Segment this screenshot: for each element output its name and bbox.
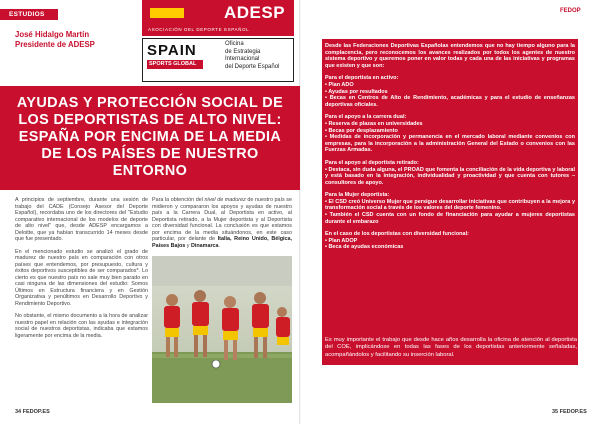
section-tag: ESTUDIOS — [0, 9, 58, 20]
article-title: AYUDAS Y PROTECCIÓN SOCIAL DE LOS DEPORTISTAS DE ALTO NIVEL: ESPAÑA POR ENCIMA DE LA MEDIA DE LOS PAÍSES DE NUESTRO ENTORNO — [16, 95, 284, 179]
box-item: • También el CSD cuenta con un fondo de financiación para ayudar a mujeres deportistas durante el embarazo — [325, 212, 575, 225]
spain-wordmark: SPAIN — [147, 42, 197, 59]
athletes-photo — [152, 256, 292, 403]
box-item: • Beca de ayudas económicas — [325, 244, 404, 251]
body-paragraph: No obstante, el mismo documento a la hora de analizar nuestro papel en relación con las ayudas e integración social de nuestros deportistas, indicaba que estamos ligeramente por encima de la media. — [15, 313, 148, 339]
page-number-left: 34 FEDOP.ES — [15, 409, 50, 415]
mid-intro-italic: nivel de madurez — [204, 197, 246, 203]
office-line: Internacional — [225, 56, 260, 63]
left-column — [15, 197, 148, 345]
sports-global-label: SPORTS GLOBAL — [147, 60, 203, 69]
box-section — [325, 114, 575, 154]
author-role: Presidente de ADESP — [15, 40, 95, 49]
box-section-heading: En el caso de los deportistas con diversidad funcional: — [325, 231, 469, 238]
mid-end: . — [218, 242, 221, 249]
body-paragraph: En el mencionado estudio se analizó el grado de madurez de nuestro país en comparación con otros países que entendemos, por presupuesto, cultura y éxitos deportivos susceptibles de ser comparados*. Lo cierto es que nuestro país no sale muy bien parado en casi ninguna de las dimensiones del estudio: Somos Últimos en Estructura financiera y en Gestión Organizativa y penúltimos en Desarrollo Deportivo y Rendimiento Deportivo. — [15, 248, 148, 307]
box-item: • Plan ADO — [325, 81, 354, 88]
page-spine — [299, 0, 301, 424]
spain-flag-icon — [150, 2, 184, 24]
box-item: • Reserva de plazas en universidades — [325, 120, 423, 127]
box-item: • Plan ADOP — [325, 237, 358, 244]
spain-sports-global-logo — [142, 38, 294, 82]
middle-column — [152, 197, 292, 249]
mid-body: de nuestro país se midieron y compararon los apoyos y ayudas de nuestro país a la Carrera Dual, al Deportista en activo, al Deportista retirado, a la Mujer deportista y al Deportista con diversidad funcional. La conclusión es que estamos por encima de la media situándonos, en este caso particular, por delante de — [152, 197, 293, 242]
box-item: • Medidas de incorporación y permanencia en el mercado laboral mediante convenios con empresas, para la incorporación a la administración General del Estado o convenios con las Fuerzas Armadas. — [325, 134, 575, 154]
initiatives-text — [325, 43, 575, 257]
box-section — [325, 231, 575, 251]
box-section — [325, 160, 575, 186]
box-section-heading: Para el apoyo al deportista retirado: — [325, 159, 419, 166]
fedop-logo: FEDOP — [560, 8, 581, 14]
box-item: • Ayudas por resultados — [325, 88, 388, 95]
adesp-wordmark: ADESP — [224, 3, 286, 22]
box-section-heading: Para el apoyo a la carrera dual: — [325, 114, 407, 121]
box-section-heading: Para el deportista en activo: — [325, 75, 399, 82]
box-section-heading: Para la Mujer deportista: — [325, 192, 390, 199]
box-item: • El CSD creó Universo Mujer que persigue desarrollar iniciativas que contribuyen a la mejora y transformación social a través de los valores del deporte femenino. — [325, 198, 575, 212]
mid-intro: Para la obtención del — [152, 197, 203, 203]
box-intro: Desde las Federaciones Deportivas Españolas entendemos que no hay tiempo alguno para la complacencia, pero reconocemos los avances realizados por todos los agentes de nuestro sistema deportivo y queremos poner en valor todas y cada una de las iniciativas y programas que existen y que son: — [325, 43, 575, 69]
body-paragraph: A principios de septiembre, durante una sesión de trabajo del CADE (Consejo Asesor del Deporte Español), recordaba uno de los directores del "Estudio comparativo internacional de los modelos de deporte de alto nivel" que, desde ADESP encargamos a Deloitte, que ya habían transcurrido 14 meses desde que fue presentado. — [15, 197, 148, 242]
mid-connector: y — [186, 242, 190, 249]
football-players-image — [152, 256, 292, 403]
author-block — [15, 30, 95, 50]
box-item: • Becas por desplazamiento — [325, 127, 398, 134]
office-label — [225, 41, 293, 71]
office-line: de Estrategia — [225, 48, 261, 55]
box-item: • Becas en Centros de Alto de Rendimiento, académicas y para el estudio de enseñanzas deportivas oficiales. — [325, 95, 575, 108]
ball-icon — [212, 360, 220, 368]
mid-countries: Italia, Reino Unido, Bélgica, Países Bajos — [152, 236, 292, 249]
closing-paragraph: Es muy importante el trabajo que desde hace años desarrolla la oficina de atención al deportista del COE, implicándose en todas las fases de los deportistas anteriormente señaladas, acompañándolos y facilitando su inserción laboral. — [325, 337, 577, 358]
adesp-subtitle: ASOCIACIÓN DEL DEPORTE ESPAÑOL — [148, 27, 250, 32]
box-section — [325, 75, 575, 108]
adesp-logo — [142, 0, 294, 36]
office-line: Oficina — [225, 41, 244, 47]
page-number-right: 35 FEDOP.ES — [552, 409, 587, 415]
office-line: del Deporte Español — [225, 63, 280, 70]
box-section — [325, 192, 575, 225]
mid-last-country: Dinamarca — [190, 242, 219, 249]
box-item: • Destaca, sin duda alguna, el PROAD que fomenta la conciliación de la vida deportiva y laboral y está basado en la integración, individualidad y proactividad y que cuenta con tutores – consultores de apoyo. — [325, 166, 575, 186]
author-name: José Hidalgo Martín — [15, 30, 90, 39]
